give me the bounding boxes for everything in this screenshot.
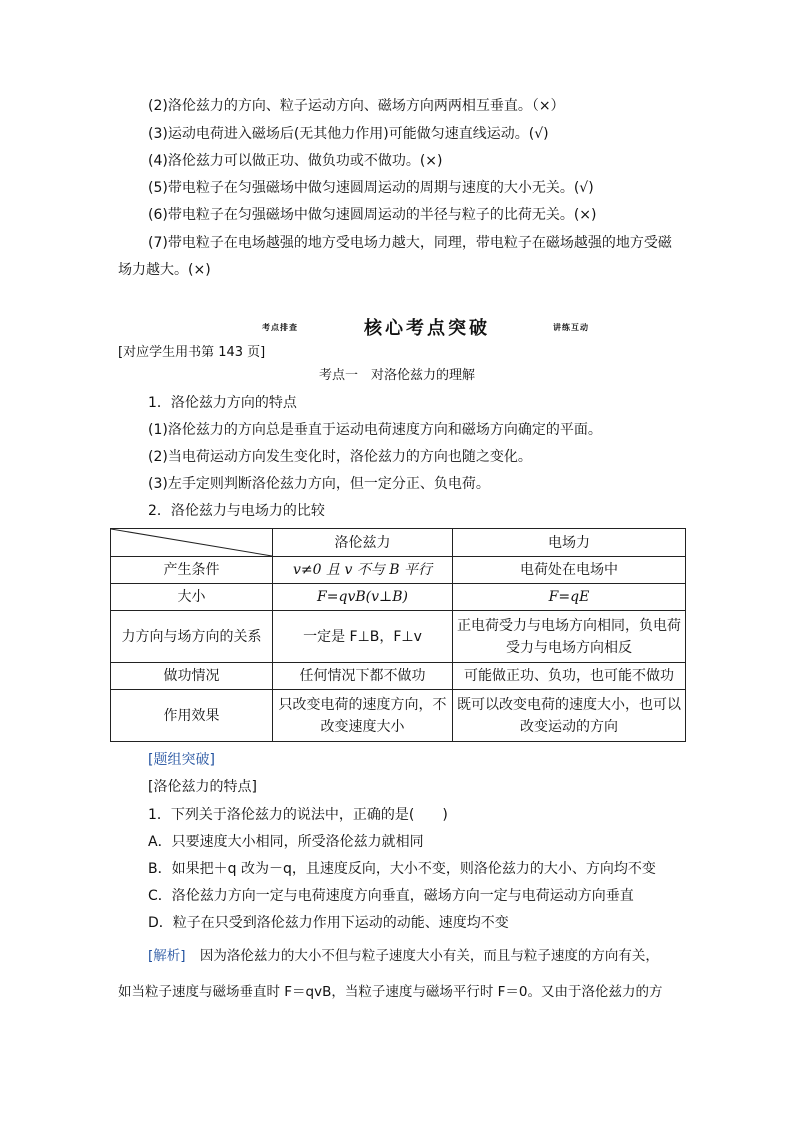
electric-cell: 正电荷受力与电场方向相同，负电荷受力与电场方向相反: [453, 611, 686, 663]
row-label: 大小: [111, 584, 273, 611]
option-c: C．洛伦兹力方向一定与电荷速度方向垂直，磁场方向一定与电荷运动方向垂直: [148, 888, 634, 904]
question-stem: 1．下列关于洛伦兹力的说法中，正确的是( ): [148, 807, 448, 823]
intro-item: (4)洛伦兹力可以做正功、做负功或不做功。(×): [148, 153, 443, 169]
analysis-tag: [解析]: [148, 948, 186, 964]
table-header-cell: 洛伦兹力: [273, 529, 453, 557]
option-d: D．粒子在只受到洛伦兹力作用下运动的动能、速度均不变: [148, 915, 509, 931]
group-tag: [题组突破]: [148, 752, 215, 768]
row-label: 做功情况: [111, 663, 273, 690]
analysis-line: [148, 946, 659, 966]
diagonal-header-cell: [111, 529, 273, 557]
comparison-table: [110, 528, 686, 742]
section-item: (1)洛伦兹力的方向总是垂直于运动电荷速度方向和磁场方向确定的平面。: [148, 422, 602, 438]
table-row: [111, 663, 686, 690]
table-row: [111, 690, 686, 742]
analysis-line-continued: 如当粒子速度与磁场垂直时 F＝qvB，当粒子速度与磁场平行时 F＝0。又由于洛伦兹力的方: [118, 984, 663, 1000]
banner-title: 核心考点突破: [364, 318, 490, 339]
lorentz-cell: 一定是 F⊥B，F⊥v: [273, 611, 453, 663]
electric-cell: F=qE: [453, 584, 686, 611]
table-header-row: [111, 529, 686, 557]
intro-item-continued: 场力越大。(×): [118, 262, 211, 278]
section-item: (2)当电荷运动方向发生变化时，洛伦兹力的方向也随之变化。: [148, 449, 532, 465]
topic-title: 考点一 对洛伦兹力的理解: [318, 368, 475, 383]
row-label: 产生条件: [111, 557, 273, 584]
banner-left-label: 考点排查: [262, 323, 298, 332]
electric-cell: 既可以改变电荷的速度大小，也可以改变运动的方向: [453, 690, 686, 742]
section-heading: 2．洛伦兹力与电场力的比较: [148, 503, 325, 519]
option-b: B．如果把＋q 改为－q，且速度反向，大小不变，则洛伦兹力的大小、方向均不变: [148, 861, 656, 877]
intro-item: (6)带电粒子在匀强磁场中做匀速圆周运动的半径与粒子的比荷无关。(×): [148, 207, 597, 223]
electric-cell: 电荷处在电场中: [453, 557, 686, 584]
subtopic-tag: [洛伦兹力的特点]: [148, 779, 257, 795]
electric-cell: 可能做正功、负功，也可能不做功: [453, 663, 686, 690]
row-label: 作用效果: [111, 690, 273, 742]
page-reference: [对应学生用书第 143 页]: [118, 345, 266, 360]
section-heading: 1．洛伦兹力方向的特点: [148, 395, 297, 411]
row-label: 力方向与场方向的关系: [111, 611, 273, 663]
intro-item: (2)洛伦兹力的方向、粒子运动方向、磁场方向两两相互垂直。（×）: [148, 98, 565, 114]
section-item: (3)左手定则判断洛伦兹力方向，但一定分正、负电荷。: [148, 476, 490, 492]
table-row: [111, 611, 686, 663]
lorentz-cell: v≠0 且 v 不与 B 平行: [273, 557, 453, 584]
lorentz-cell: 只改变电荷的速度方向，不改变速度大小: [273, 690, 453, 742]
lorentz-cell: F=qvB(v⊥B): [273, 584, 453, 611]
diagonal-line: [111, 529, 272, 556]
table-row: [111, 557, 686, 584]
banner-right-label: 讲练互动: [553, 323, 589, 332]
intro-item: (5)带电粒子在匀强磁场中做匀速圆周运动的周期与速度的大小无关。(√): [148, 180, 594, 196]
intro-item: (3)运动电荷进入磁场后(无其他力作用)可能做匀速直线运动。(√): [148, 126, 549, 142]
analysis-text: 因为洛伦兹力的大小不但与粒子速度大小有关，而且与粒子速度的方向有关，: [199, 948, 659, 964]
table-header-cell: 电场力: [453, 529, 686, 557]
lorentz-cell: 任何情况下都不做功: [273, 663, 453, 690]
section-banner: [0, 314, 794, 340]
intro-item: (7)带电粒子在电场越强的地方受电场力越大，同理，带电粒子在磁场越强的地方受磁: [148, 235, 672, 251]
option-a: A．只要速度大小相同，所受洛伦兹力就相同: [148, 834, 424, 850]
table-row: [111, 584, 686, 611]
